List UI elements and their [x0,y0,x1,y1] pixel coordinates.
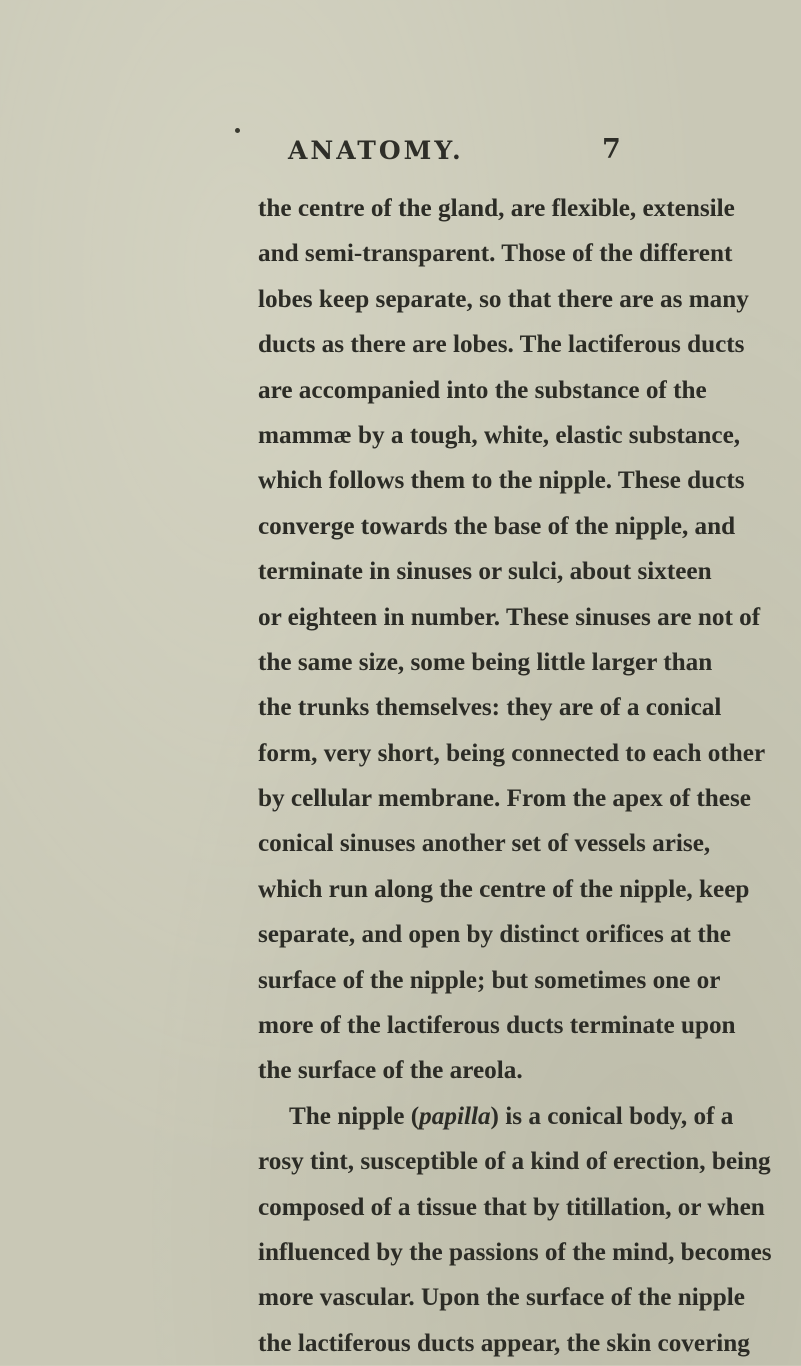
text-line: more vascular. Upon the surface of the nipple [258,1284,745,1312]
text-line: the trunks themselves: they are of a conical [258,694,722,722]
text-line: more of the lactiferous ducts terminate upon [258,1012,736,1040]
body-text [258,186,772,1366]
text-line: the same size, some being little larger than [258,648,713,676]
page-number: 7 [602,134,621,165]
text-line: the lactiferous ducts appear, the skin covering [258,1329,750,1357]
text-line: rosy tint, susceptible of a kind of erection, being [258,1148,771,1176]
page-header [0,132,801,172]
text-line: and semi-transparent. Those of the different [258,240,733,268]
text-line: converge towards the base of the nipple, and [258,512,736,540]
italic-term: papilla [419,1102,491,1130]
running-head: ANATOMY. [288,136,464,165]
text-line: ducts as there are lobes. The lactiferous ducts [258,331,745,359]
text-line: or eighteen in number. These sinuses are not of [258,603,761,631]
text-line: which follows them to the nipple. These ducts [258,467,745,495]
text-line: surface of the nipple; but sometimes one or [258,966,721,994]
text-line: separate, and open by distinct orifices at the [258,921,731,949]
text-line: form, very short, being connected to each other [258,739,766,767]
text-line: the centre of the gland, are flexible, extensile [258,195,735,222]
text-line: by cellular membrane. From the apex of these [258,785,751,813]
text-line: influenced by the passions of the mind, becomes [258,1238,772,1266]
text-line: are accompanied into the substance of the [258,376,707,404]
text-line: which run along the centre of the nipple, keep [258,875,750,903]
text-fragment: ) is a conical body, of a [490,1102,734,1130]
text-line: lobes keep separate, so that there are as many [258,285,749,313]
paragraph-start-line [258,1094,734,1139]
text-line: conical sinuses another set of vessels arise, [258,830,711,858]
text-line: the surface of the areola. [258,1057,523,1085]
text-line: terminate in sinuses or sulci, about sixteen [258,558,712,586]
text-line: mammæ by a tough, white, elastic substance, [258,421,741,449]
text-line: composed of a tissue that by titillation, or when [258,1193,765,1221]
text-fragment: The nipple ( [289,1102,420,1130]
